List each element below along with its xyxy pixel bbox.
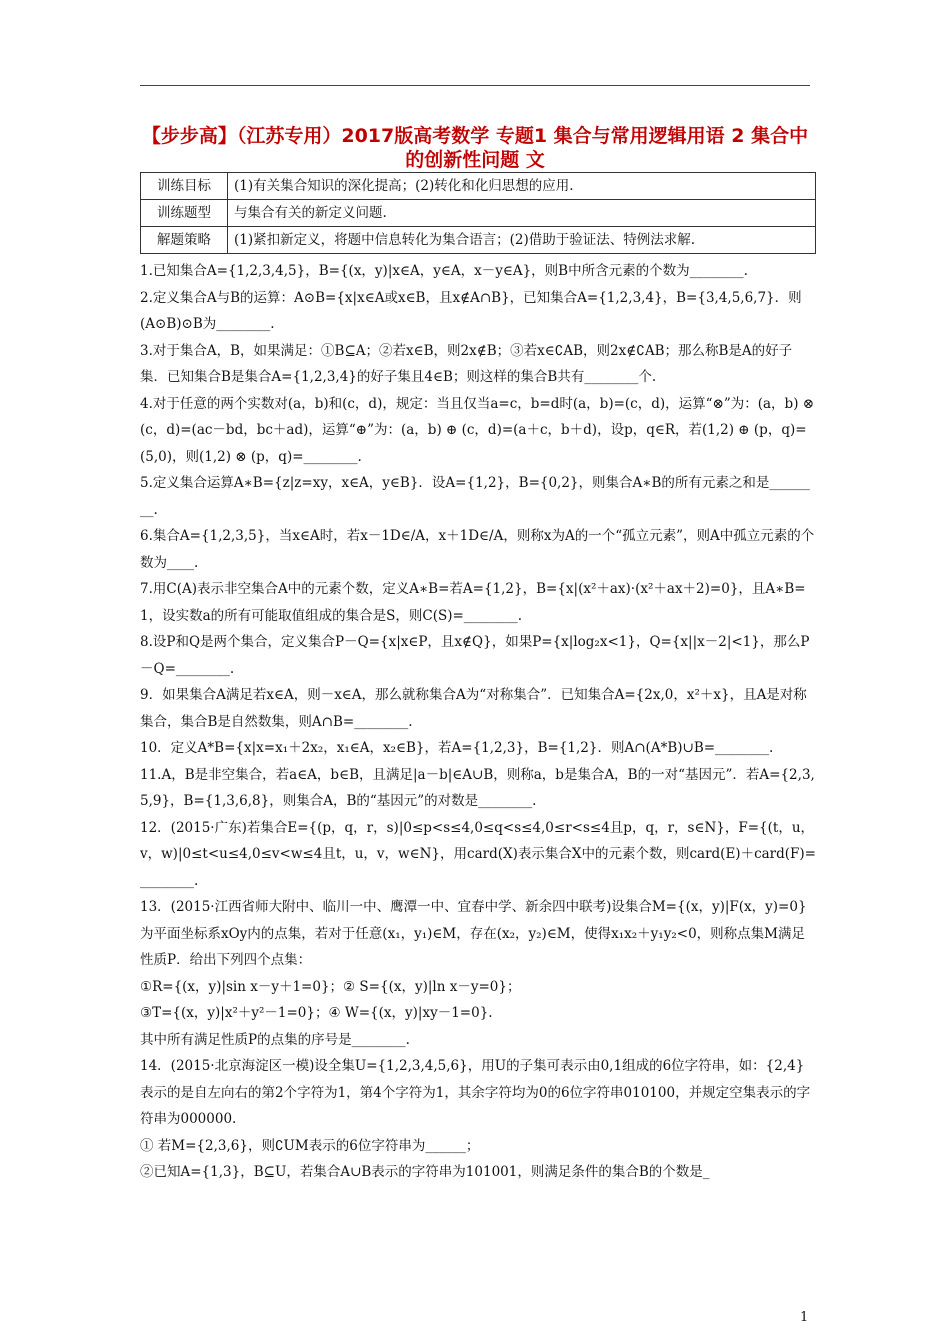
problem-2: 2.定义集合A与B的运算：A⊙B={x|x∈A或x∈B，且x∉A∩B}，已知集合A={1,2,3,4}，B={3,4,5,6,7}．则(A⊙B)⊙B为________. bbox=[140, 289, 802, 332]
problem-9: 9．如果集合A满足若x∈A，则－x∈A，那么就称集合A为“对称集合”．已知集合A={2x,0，x²＋x}，且A是对称集合，集合B是自然数集，则A∩B=________. bbox=[140, 687, 807, 730]
header-rule bbox=[140, 85, 810, 86]
problem-14-part-2: ②已知A={1,3}，B⊆U，若集合A∪B表示的字符串为101001，则满足条件的集合B的个数是_ bbox=[140, 1164, 710, 1180]
problem-14-part-1: ① 若M={2,3,6}，则∁UM表示的6位字符串为______； bbox=[140, 1137, 480, 1154]
problem-14: 14．(2015·北京海淀区一模)设全集U={1,2,3,4,5,6}，用U的子集可表示由0,1组成的6位字符串，如：{2,4}表示的是自左向右的第2个字符为1，第4个字符为1，其余字符均为0的6位字符串010100，并规定空集表示的字符串为000000. bbox=[140, 1058, 811, 1127]
table-row bbox=[141, 173, 816, 200]
problem-3: 3.对于集合A，B，如果满足：①B⊆A；②若x∈B，则2x∉B；③若x∈∁AB，则2x∉∁AB；那么称B是A的好子集．已知集合B是集合A={1,2,3,4}的好子集且4∈B；则这样的集合B共有________个. bbox=[140, 342, 793, 385]
problem-11: 11.A，B是非空集合，若a∈A，b∈B，且满足|a－b|∈A∪B，则称a，b是集合A，B的一对“基因元”．若A={2,3,5,9}，B={1,3,6,8}，则集合A，B的“基因元”的对数是________. bbox=[140, 766, 815, 809]
table-value: 与集合有关的新定义问题. bbox=[228, 200, 816, 227]
training-info-table bbox=[140, 172, 816, 254]
problem-6: 6.集合A={1,2,3,5}，当x∈A时，若x－1D∈/A，x＋1D∈/A，则称x为A的一个“孤立元素”，则A中孤立元素的个数为____. bbox=[140, 528, 815, 571]
problem-13: 13．(2015·江西省师大附中、临川一中、鹰潭一中、宜春中学、新余四中联考)设集合M={(x，y)|F(x，y)=0}为平面坐标系xOy内的点集，若对于任意(x₁，y₁)∈M，存在(x₂，y₂)∈M，使得x₁x₂＋y₁y₂<0，则称点集M满足性质P．给出下列四个点集： bbox=[140, 899, 807, 968]
problem-10: 10．定义A*B={x|x=x₁＋2x₂，x₁∈A，x₂∈B}，若A={1,2,3}，B={1,2}．则A∩(A*B)∪B=________. bbox=[140, 740, 774, 756]
problem-8: 8.设P和Q是两个集合，定义集合P－Q={x|x∈P，且x∉Q}，如果P={x|log₂x<1}，Q={x||x－2|<1}，那么P－Q=________. bbox=[140, 634, 810, 677]
table-label: 解题策略 bbox=[141, 227, 228, 254]
table-value: (1)紧扣新定义，将题中信息转化为集合语言；(2)借助于验证法、特例法求解. bbox=[228, 227, 816, 254]
problem-4: 4.对于任意的两个实数对(a，b)和(c，d)，规定：当且仅当a=c，b=d时(a，b)=(c，d)，运算“⊗”为：(a，b) ⊗ (c，d)=(ac－bd，bc＋ad)，运算“⊕”为：(a，b) ⊕ (c，d)=(a＋c，b＋d)，设p，q∈R，若(1,2) ⊕ (p，q)=(5,0)，则(1,2) ⊗ (p，q)=________. bbox=[140, 395, 815, 465]
problem-13-option: ①R={(x，y)|sin x－y＋1=0}；② S={(x，y)|ln x－y=0}； bbox=[140, 978, 521, 995]
problem-12: 12．(2015·广东)若集合E={(p，q，r，s)|0≤p<s≤4,0≤q<s≤4,0≤r<s≤4且p，q，r，s∈N}，F={(t，u，v，w)|0≤t<u≤4,0≤v<w≤4且t，u，v，w∈N}，用card(X)表示集合X中的元素个数，则card(E)＋card(F)=________. bbox=[140, 819, 816, 889]
table-row bbox=[141, 200, 816, 227]
document-title: 【步步高】（江苏专用）2017版高考数学 专题1 集合与常用逻辑用语 2 集合中的创新性问题 文 bbox=[141, 125, 809, 171]
problem-7: 7.用C(A)表示非空集合A中的元素个数，定义A∗B=若A={1,2}，B={x|(x²＋ax)·(x²＋ax＋2)=0}，且A∗B=1，设实数a的所有可能取值组成的集合是S，则C(S)=________. bbox=[140, 581, 806, 624]
table-label: 训练题型 bbox=[141, 200, 228, 227]
page-number: 1 bbox=[800, 1310, 809, 1325]
problem-5: 5.定义集合运算A∗B={z|z=xy，x∈A，y∈B}．设A={1,2}，B={0,2}，则集合A∗B的所有元素之和是________. bbox=[140, 475, 810, 518]
table-label: 训练目标 bbox=[141, 173, 228, 200]
problem-1: 1.已知集合A={1,2,3,4,5}，B={(x，y)|x∈A，y∈A，x－y∈A}，则B中所含元素的个数为________. bbox=[140, 263, 748, 279]
table-value: (1)有关集合知识的深化提高；(2)转化和化归思想的应用. bbox=[228, 173, 816, 200]
problem-13-question: 其中所有满足性质P的点集的序号是________. bbox=[140, 1031, 410, 1048]
problem-13-option: ③T={(x，y)|x²＋y²－1=0}；④ W={(x，y)|xy－1=0}. bbox=[140, 1005, 493, 1021]
table-row bbox=[141, 227, 816, 254]
problem-list bbox=[140, 258, 816, 1186]
